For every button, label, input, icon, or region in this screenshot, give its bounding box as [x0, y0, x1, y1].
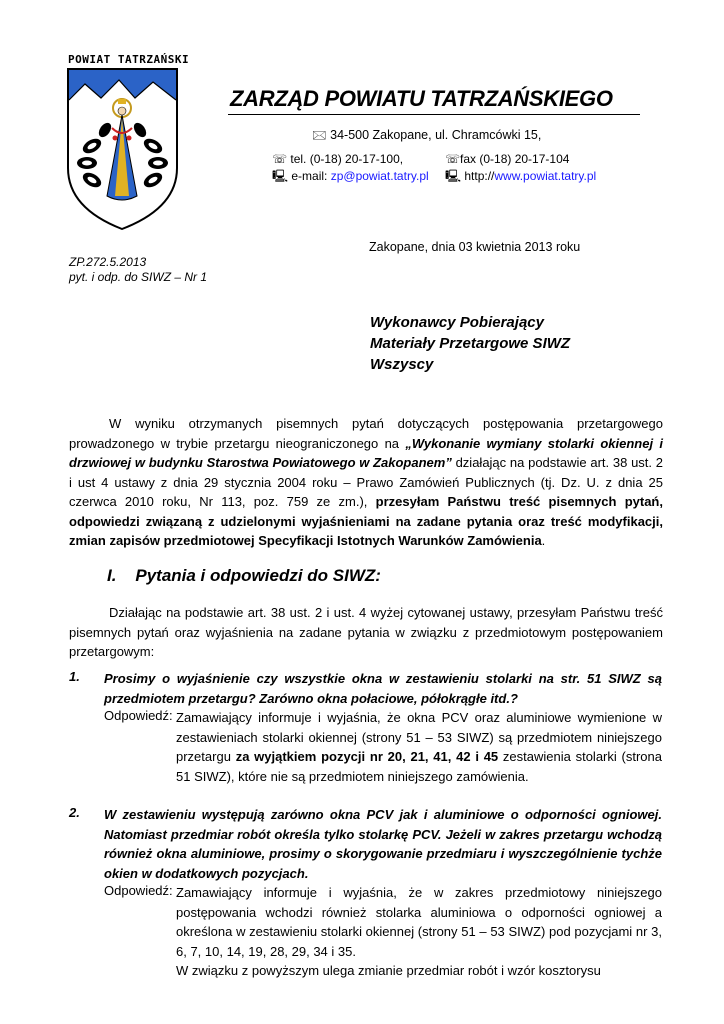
reference-number: ZP.272.5.2013: [69, 255, 147, 269]
intro-text-2: działając na podstawie art. 38 ust. 2 i ust 4 ustawy z dnia 29 stycznia 2004 roku – Prawo Zamówień Publicznych (tj. Dz. U. z dnia 25 czerwca 2010 roku, Nr 113, poz. 759 ze zm.),: [69, 455, 663, 509]
organization-title: ZARZĄD POWIATU TATRZAŃSKIEGO: [230, 86, 613, 111]
answer-2-continuation: W związku z powyższym ulega zmianie przedmiar robót i wzór kosztorysu: [176, 963, 601, 978]
recipient-line-1: Wykonawcy Pobierający: [370, 314, 544, 331]
header-rule: [228, 114, 640, 115]
intro-text-1: W wyniku otrzymanych pisemnych pytań dotyczących postępowania przetargowego prowadzonego w trybie przetargu nieograniczonego na: [69, 416, 663, 451]
reference-subject: pyt. i odp. do SIWZ – Nr 1: [69, 270, 208, 284]
computer-icon: 🖳: [272, 169, 289, 183]
phone-icon: ☏: [272, 152, 288, 166]
question-1-number: 1.: [69, 669, 80, 684]
email-label: e-mail:: [291, 169, 328, 183]
coat-of-arms-icon: [67, 68, 178, 230]
question-2-text: W zestawieniu występują zarówno okna PCV jak i aluminiowe o odporności ogniowej. Natomiast przedmiar robót określa tylko stolarkę PCV. Jeżeli w zakres przetargu wchodzą również okna aluminiowe, prosimy o skorygowanie przedmiaru i wyszczególnienie tychże okien w dodatkowych pozycjach.: [104, 807, 662, 881]
phone-line: [272, 152, 403, 166]
answer-1-part-b: zestawienia stolarki (strona 51 SIWZ), które nie są przedmiotem niniejszego zamówienia.: [176, 749, 662, 784]
tender-title: „Wykonanie wymiany stolarki okiennej i drzwiowej w budynku Starostwa Powiatowego w Zakopanem”: [69, 435, 664, 470]
section-number: I.: [107, 566, 117, 585]
answer-2-label: Odpowiedź:: [104, 883, 173, 898]
fax-line: [445, 152, 569, 166]
email-link[interactable]: zp@powiat.tatry.pl: [330, 169, 429, 183]
www-line: [445, 167, 596, 188]
fax-icon: ☏: [445, 152, 461, 166]
date-line: Zakopane, dnia 03 kwietnia 2013 roku: [369, 240, 581, 254]
intro-paragraph: [69, 414, 663, 551]
computer-icon: 🖳: [445, 169, 462, 183]
recipient-line-3: Wszyscy: [370, 356, 434, 373]
envelope-icon: 🖂: [312, 127, 327, 142]
www-label: http://: [464, 169, 495, 183]
answer-1-label: Odpowiedź:: [104, 708, 173, 723]
crest-label: POWIAT TATRZAŃSKI: [68, 53, 190, 66]
www-link[interactable]: www.powiat.tatry.pl: [494, 169, 597, 183]
fax-text: fax (0-18) 20-17-104: [460, 152, 570, 166]
answer-1-bold: za wyjątkiem pozycji nr 20, 21, 41, 42 i 45: [235, 749, 499, 764]
question-1-text: Prosimy o wyjaśnienie czy wszystkie okna w zestawieniu stolarki na str. 51 SIWZ są przedmiotem przetargu? Zarówno okna połaciowe, półokrągłe itd.?: [104, 671, 662, 706]
answer-2-text: Zamawiający informuje i wyjaśnia, że w zakres przedmiotowy niniejszego postępowania wchodzi również stolarka aluminiowa o odporności ogniowej a określona w zestawieniu stolarki okiennej (strony 51 – 53 SIWZ) pod pozycjami nr 3, 6, 7, 10, 14, 19, 28, 29, 34 i 35.: [176, 885, 662, 959]
section-intro: Działając na podstawie art. 38 ust. 2 i ust. 4 wyżej cytowanej ustawy, przesyłam Państwu treść pisemnych pytań oraz wyjaśnienia na zadane pytania w związku z przedmiotowym postępowaniem przetargowym:: [69, 605, 663, 659]
question-2-number: 2.: [69, 805, 80, 820]
recipient-line-2: Materiały Przetargowe SIWZ: [370, 335, 571, 352]
intro-bold: przesyłam Państwu treść pisemnych pytań, odpowiedzi związaną z udzielonymi wyjaśnieniami na zadane pytania oraz treść modyfikacji, zmian zapisów przedmiotowej Specyfikacji Istotnych Warunków Zamówienia: [69, 494, 663, 548]
section-heading: [107, 566, 381, 586]
answer-1-part-a: Zamawiający informuje i wyjaśnia, że okna PCV oraz aluminiowe wymienione w zestawieniach stolarki okiennej (strony 51 – 53 SIWZ) są przedmiotem niniejszego przetargu: [176, 710, 662, 764]
phone-text: tel. (0-18) 20-17-100,: [290, 152, 404, 166]
answer-1-text: [176, 708, 662, 786]
address-text: 34-500 Zakopane, ul. Chramcówki 15,: [330, 128, 542, 142]
address-line: [312, 126, 541, 147]
email-line: [272, 167, 429, 188]
section-title: Pytania i odpowiedzi do SIWZ:: [135, 566, 381, 585]
intro-end: .: [541, 533, 546, 548]
